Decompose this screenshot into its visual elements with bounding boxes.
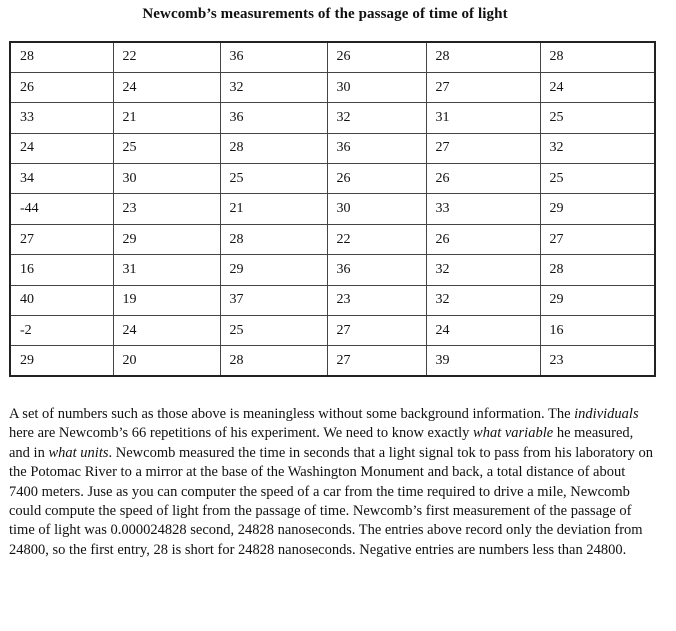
table-cell: 33 — [10, 103, 113, 133]
table-cell: 26 — [327, 42, 426, 72]
paragraph-text: A set of numbers such as those above is meaningless without some background information. The — [9, 406, 575, 422]
table-cell: 32 — [426, 285, 540, 315]
paragraph-emphasis: what units — [48, 444, 109, 461]
table-cell: 24 — [540, 72, 655, 102]
table-cell: 24 — [113, 72, 220, 102]
table-cell: 29 — [540, 194, 655, 224]
table-cell: 25 — [540, 164, 655, 194]
table-cell: 28 — [540, 42, 655, 72]
measurements-table-body — [10, 42, 655, 376]
table-cell: 28 — [10, 42, 113, 72]
table-cell: 32 — [540, 133, 655, 163]
paragraph-text: here are Newcomb’s 66 repetitions of his experiment. We need to know exactly — [9, 425, 474, 442]
measurements-table — [9, 41, 656, 377]
table-cell: 29 — [220, 255, 327, 285]
table-cell: -2 — [10, 316, 113, 346]
table-cell: 24 — [426, 316, 540, 346]
table-cell: 23 — [113, 194, 220, 224]
table-cell: 36 — [220, 103, 327, 133]
table-cell: 28 — [540, 255, 655, 285]
table-cell: 27 — [327, 316, 426, 346]
paragraph-emphasis: what variable — [473, 425, 554, 442]
table-cell: -44 — [10, 194, 113, 224]
table-row — [10, 194, 655, 224]
table-row — [10, 316, 655, 346]
table-row — [10, 164, 655, 194]
table-cell: 21 — [113, 103, 220, 133]
table-cell: 36 — [327, 255, 426, 285]
paragraph-text: . Newcomb measured the time in seconds that a light signal tok to pass from his laboratory on the Potomac River to a mirror at the base of the Washington Monument and back, a total distance of about 7400 meters. Juse as you can computer the speed of a car from the time required to drive a mile, Newcomb could compute the speed of light from the passage of time. Newcomb’s first measurement of the passage of time of light was 0.000024828 second, 24828 nanoseconds. The entries above record only the deviation from 24800, so the first entry, 28 is short for 24828 nanoseconds. Negative entries are numbers less than 24800. — [9, 444, 653, 558]
table-row — [10, 133, 655, 163]
table-cell: 28 — [220, 133, 327, 163]
table-cell: 31 — [426, 103, 540, 133]
table-cell: 25 — [220, 316, 327, 346]
table-cell: 16 — [540, 316, 655, 346]
table-cell: 32 — [220, 72, 327, 102]
table-cell: 27 — [327, 346, 426, 376]
table-cell: 33 — [426, 194, 540, 224]
table-row — [10, 42, 655, 72]
table-cell: 22 — [327, 224, 426, 254]
table-cell: 27 — [540, 224, 655, 254]
table-cell: 23 — [540, 346, 655, 376]
table-cell: 21 — [220, 194, 327, 224]
table-cell: 16 — [10, 255, 113, 285]
table-cell: 32 — [327, 103, 426, 133]
table-cell: 24 — [10, 133, 113, 163]
table-row — [10, 285, 655, 315]
table-cell: 27 — [10, 224, 113, 254]
table-cell: 40 — [10, 285, 113, 315]
table-cell: 37 — [220, 285, 327, 315]
paragraph-text: he measured, and in — [9, 425, 634, 461]
description-paragraph — [9, 405, 657, 560]
table-cell: 20 — [113, 346, 220, 376]
table-cell: 26 — [426, 164, 540, 194]
table-cell: 34 — [10, 164, 113, 194]
table-cell: 26 — [426, 224, 540, 254]
table-cell: 29 — [10, 346, 113, 376]
table-cell: 28 — [426, 42, 540, 72]
table-cell: 25 — [220, 164, 327, 194]
table-cell: 28 — [220, 224, 327, 254]
table-cell: 39 — [426, 346, 540, 376]
table-cell: 30 — [327, 72, 426, 102]
paragraph-emphasis: individuals — [574, 406, 639, 422]
table-row — [10, 255, 655, 285]
table-cell: 22 — [113, 42, 220, 72]
table-cell: 26 — [10, 72, 113, 102]
table-cell: 26 — [327, 164, 426, 194]
page-title: Newcomb’s measurements of the passage of time of light — [142, 6, 508, 22]
table-cell: 24 — [113, 316, 220, 346]
table-cell: 25 — [540, 103, 655, 133]
table-cell: 36 — [327, 133, 426, 163]
table-cell: 27 — [426, 133, 540, 163]
table-cell: 29 — [113, 224, 220, 254]
table-cell: 23 — [327, 285, 426, 315]
table-cell: 30 — [327, 194, 426, 224]
table-cell: 19 — [113, 285, 220, 315]
table-cell: 28 — [220, 346, 327, 376]
table-cell: 27 — [426, 72, 540, 102]
table-cell: 32 — [426, 255, 540, 285]
table-cell: 29 — [540, 285, 655, 315]
table-row — [10, 224, 655, 254]
table-row — [10, 103, 655, 133]
table-cell: 31 — [113, 255, 220, 285]
table-row — [10, 346, 655, 376]
table-cell: 25 — [113, 133, 220, 163]
table-cell: 36 — [220, 42, 327, 72]
table-cell: 30 — [113, 164, 220, 194]
table-row — [10, 72, 655, 102]
